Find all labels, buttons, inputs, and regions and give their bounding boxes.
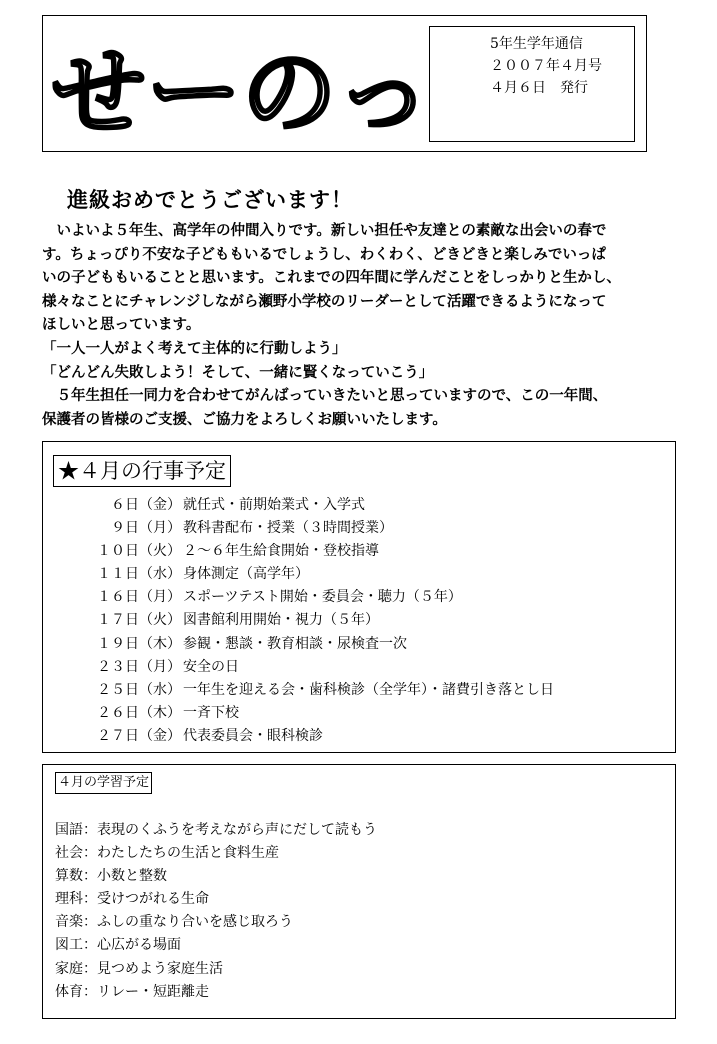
study-title: ４月の学習予定 — [55, 772, 152, 794]
events-list — [43, 494, 675, 748]
event-row — [43, 656, 675, 679]
study-item: 国語：表現のくふうを考えながら声にだして読もう — [55, 822, 377, 838]
events-title: ★４月の行事予定 — [53, 455, 231, 487]
greeting-title: 進級おめでとうございます！ — [67, 188, 353, 212]
event-description: 図書館利用開始・視力（５年） — [183, 612, 379, 629]
event-description: 代表委員会・眼科検診 — [183, 727, 323, 744]
masthead-title-text: せーのっ — [51, 37, 431, 148]
event-row — [43, 517, 675, 540]
greeting-line: 様々なことにチャレンジしながら瀬野小学校のリーダーとして活躍できるようになって — [42, 293, 607, 310]
event-description: ２～６年生給食開始・登校指導 — [183, 543, 379, 560]
study-item: 社会：わたしたちの生活と食料生産 — [55, 845, 279, 862]
issue-date: ４月６日 発行 — [490, 80, 588, 96]
newsletter-header — [42, 15, 647, 152]
greeting-line: す。ちょっぴり不安な子どももいるでしょうし、わくわく、どきどきと楽しみでいっぱ — [42, 246, 606, 263]
event-description: 参観・懇談・教育相談・尿検査一次 — [183, 635, 407, 652]
study-list — [55, 819, 377, 1004]
event-description: 一斉下校 — [183, 704, 239, 721]
event-day: ２３日（月） — [97, 658, 181, 675]
event-day: ６日（金） — [111, 497, 181, 513]
greeting-line: いよいよ５年生、高学年の仲間入りです。新しい担任や友達との素敵な出会いの春で — [42, 223, 607, 239]
event-row — [43, 563, 675, 586]
study-section — [42, 764, 676, 1019]
event-row — [43, 725, 675, 748]
events-section — [42, 441, 676, 753]
study-item: 家庭：見つめよう家庭生活 — [55, 960, 223, 977]
issue-number: ２００７年４月号 — [490, 58, 602, 74]
event-row — [43, 540, 675, 563]
event-day: １７日（火） — [97, 612, 181, 629]
event-description: 身体測定（高学年） — [183, 566, 309, 583]
event-day: １１日（水） — [97, 566, 181, 583]
study-item: 音楽：ふしの重なり合いを感じ取ろう — [55, 914, 293, 931]
event-description: 一年生を迎える会・歯科検診（全学年）・諸費引き落とし日 — [183, 681, 554, 698]
event-row — [43, 679, 675, 702]
event-day: ２６日（木） — [97, 704, 181, 721]
greeting-line: ５年生担任一同力を合わせてがんばっていきたいと思っていますので、この一年間、 — [42, 388, 608, 405]
event-row — [43, 586, 675, 609]
event-day: ２７日（金） — [97, 727, 181, 744]
event-description: 就任式・前期始業式・入学式 — [183, 497, 365, 513]
event-day: ２５日（水） — [97, 681, 181, 698]
event-description: 教科書配布・授業（３時間授業） — [183, 520, 393, 537]
event-day: １６日（月） — [97, 589, 181, 606]
greeting-line: 「一人一人がよく考えて主体的に行動しよう」 — [42, 340, 347, 357]
greeting-line: いの子どももいることと思います。これまでの四年間に学んだことをしっかりと生かし、 — [42, 270, 621, 287]
event-row — [43, 494, 675, 517]
greeting-line: ほしいと思っています。 — [42, 317, 201, 334]
event-day: ９日（月） — [111, 520, 181, 537]
event-row — [43, 633, 675, 656]
greeting-line: 「どんどん失敗しよう！そして、一緒に賢くなっていこう」 — [42, 364, 434, 381]
study-item: 図工：心広がる場面 — [55, 937, 181, 954]
publisher-label: 5年生学年通信 — [490, 36, 583, 52]
event-description: 安全の日 — [183, 658, 239, 675]
issue-info-box — [429, 26, 635, 142]
event-row — [43, 702, 675, 725]
masthead-title — [51, 16, 431, 148]
study-item: 理科：受けつがれる生命 — [55, 891, 209, 908]
study-item: 算数：小数と整数 — [55, 868, 167, 885]
event-day: １９日（木） — [97, 635, 181, 652]
greeting-body — [42, 220, 672, 432]
event-day: １０日（火） — [97, 543, 181, 560]
greeting-line: 保護者の皆様のご支援、ご協力をよろしくお願いいたします。 — [42, 411, 447, 428]
event-description: スポーツテスト開始・委員会・聴力（５年） — [183, 589, 462, 606]
study-item: 体育：リレー・短距離走 — [55, 983, 209, 1000]
event-row — [43, 609, 675, 632]
